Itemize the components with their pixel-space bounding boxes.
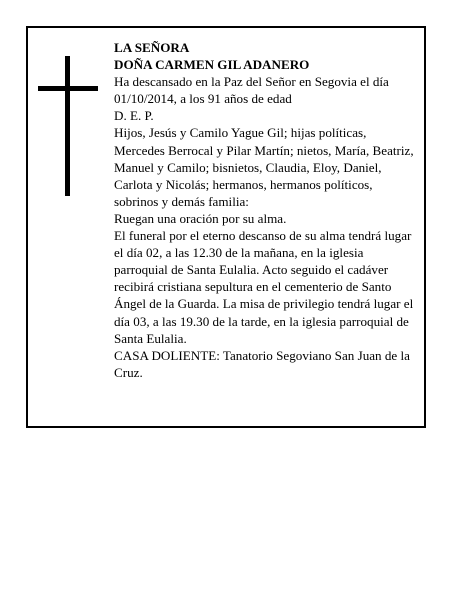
death-announcement: Ha descansado en la Paz del Señor en Segovia el día 01/10/2014, a los 91 años de edad — [114, 74, 389, 107]
mourning-house: CASA DOLIENTE: Tanatorio Segoviano San Juan de la Cruz. — [114, 347, 410, 380]
family-list: Hijos, Jesús y Camilo Yague Gil; hijas políticas, Mercedes Berrocal y Pilar Martín; nietos, María, Beatriz, Manuel y Camilo; bisnietos, Claudia, Eloy, Daniel, Carlota y Nicolás; hermanos, hermanos políticos, sobrinos y demás familia: — [114, 125, 414, 209]
cross-vertical-bar — [65, 56, 70, 196]
deceased-name: DOÑA CARMEN GIL ADANERO — [114, 57, 310, 73]
prayer-request: Ruegan una oración por su alma. — [114, 210, 287, 226]
funeral-details: El funeral por el eterno descanso de su alma tendrá lugar el día 02, a las 12.30 de la mañana, en la iglesia parroquial de Santa Eulalia. Acto seguido el cadáver recibirá cristiana sepultura en el cementerio de Santo Ángel de la Guarda. La misa de privilegio tendrá lugar el día 03, a las 19.30 de la tarde, en la iglesia parroquial de Santa Eulalia. — [114, 228, 414, 346]
cross-horizontal-bar — [38, 86, 98, 91]
obituary-text — [114, 39, 416, 381]
obituary-title: LA SEÑORA — [114, 40, 190, 55]
rip-line: D. E. P. — [114, 108, 154, 124]
cross-icon — [38, 56, 98, 196]
